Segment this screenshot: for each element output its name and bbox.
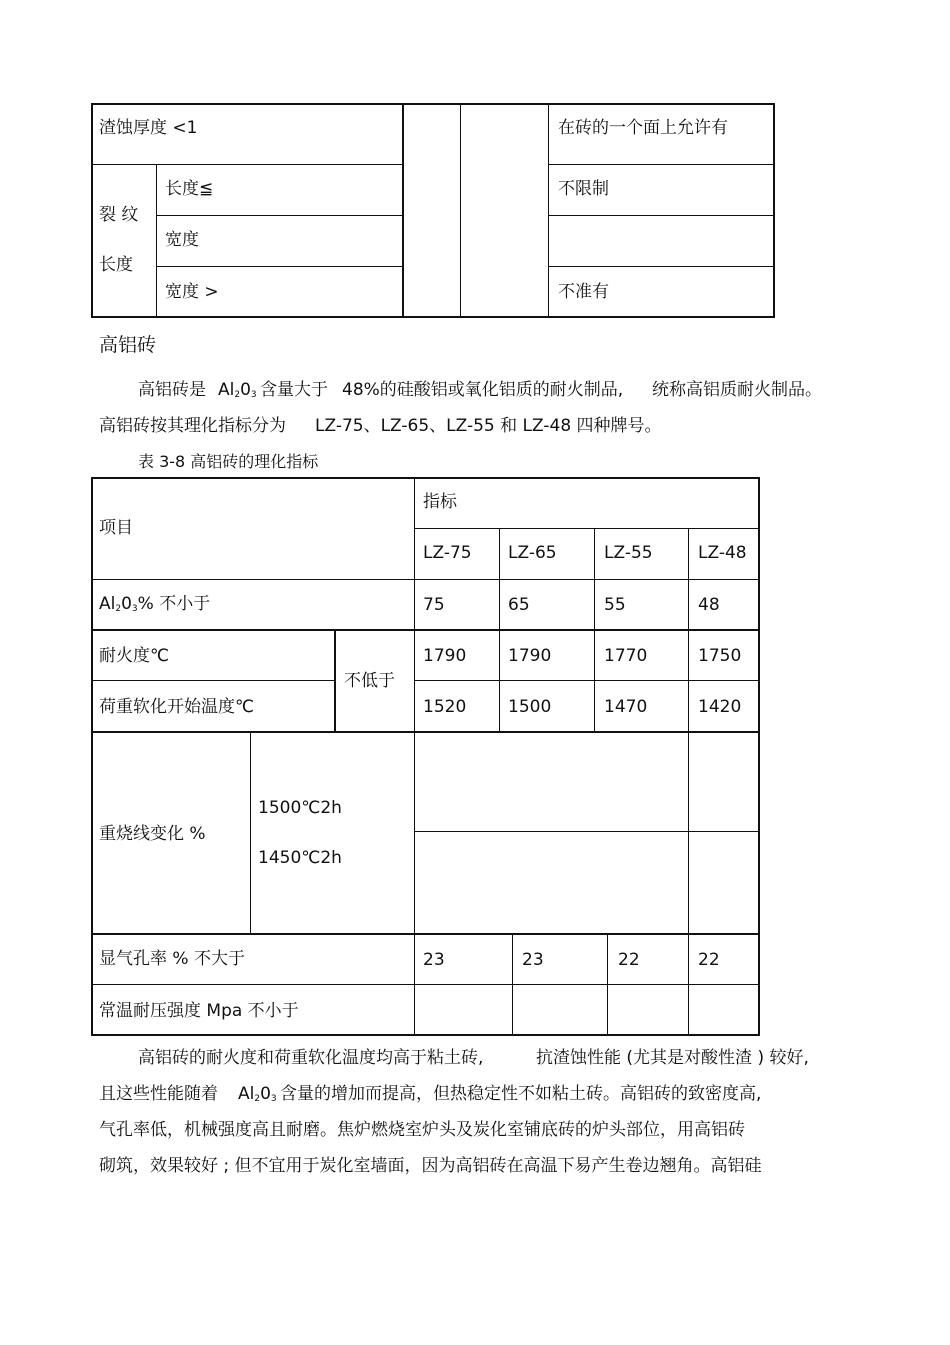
al2o3-value-2: 55	[604, 595, 626, 615]
al2o3-suffix: % 不小于	[137, 594, 211, 614]
refractoriness-value-3: 1750	[698, 646, 742, 666]
table-caption: 表 3-8 高铝砖的理化指标	[138, 452, 319, 471]
formula-sub2: 3	[250, 390, 257, 400]
al2o3-label	[99, 594, 210, 619]
refractoriness-label: 耐火度℃	[99, 646, 170, 666]
load-softening-label: 荷重软化开始温度℃	[99, 697, 255, 717]
porosity-value-0: 23	[423, 950, 445, 970]
intro-line1-a: 高铝砖是	[138, 380, 206, 400]
formula2-sub2: 3	[270, 1094, 277, 1104]
section-heading: 高铝砖	[99, 334, 157, 356]
grade-header-3: LZ-48	[698, 543, 747, 563]
strength-label: 常温耐压强度 Mpa 不小于	[99, 1001, 299, 1021]
porosity-value-1: 23	[522, 950, 544, 970]
refractoriness-value-1: 1790	[508, 646, 552, 666]
index-header: 指标	[423, 492, 457, 512]
body-line2-a: 且这些性能随着	[99, 1084, 218, 1104]
length-le-label: 长度≦	[165, 179, 214, 199]
grade-header-1: LZ-65	[508, 543, 557, 563]
formula2-o: 0	[260, 1084, 271, 1104]
reheat-label: 重烧线变化 %	[99, 824, 206, 844]
body-line1-a: 高铝砖的耐火度和荷重软化温度均高于粘土砖,	[138, 1048, 484, 1068]
reheat-condition-2: 1450℃2h	[258, 848, 342, 868]
al2o3-value-3: 48	[698, 595, 720, 615]
intro-line1-d: 含量大于	[260, 380, 328, 400]
slag-note: 在砖的一个面上允许有	[558, 118, 728, 138]
not-allowed-value: 不准有	[558, 282, 609, 302]
grade-header-0: LZ-75	[423, 543, 472, 563]
body-line3: 气孔率低，机械强度高且耐磨。焦炉燃烧室炉头及炭化室铺底砖的炉头部位，用高铝砖	[99, 1120, 745, 1140]
load-value-3: 1420	[698, 697, 742, 717]
grade-header-2: LZ-55	[604, 543, 653, 563]
body-line1-b: 抗渣蚀性能 (尤其是对酸性渣 ) 较好,	[536, 1048, 809, 1068]
refractoriness-value-0: 1790	[423, 646, 467, 666]
unlimited-value: 不限制	[558, 179, 609, 199]
crack-label-2: 长度	[99, 255, 133, 275]
intro-line2-a: 高铝砖按其理化指标分为	[99, 416, 286, 436]
formula2-al: Al	[238, 1084, 255, 1104]
al2o3-o: 0	[121, 594, 132, 614]
intro-line1-f: 统称高铝质耐火制品。	[652, 380, 822, 400]
formula2-sub: 2	[254, 1094, 261, 1104]
item-header: 项目	[99, 518, 133, 538]
load-value-0: 1520	[423, 697, 467, 717]
intro-line1-formula	[218, 380, 257, 405]
intro-line2-b: LZ-75、LZ-65、LZ-55 和 LZ-48 四种牌号。	[315, 416, 662, 436]
crack-label-1: 裂 纹	[99, 205, 139, 225]
intro-line1-e: 48%的硅酸铝或氧化铝质的耐火制品,	[342, 380, 624, 400]
load-value-1: 1500	[508, 697, 552, 717]
slag-thickness-label: 渣蚀厚度 <1	[99, 118, 198, 138]
load-value-2: 1470	[604, 697, 648, 717]
formula-al: Al	[218, 380, 235, 400]
al2o3-al: Al	[99, 594, 116, 614]
al2o3-sub2: 3	[131, 604, 138, 614]
width-gt-label: 宽度 >	[165, 282, 219, 302]
body-line2-d: 含量的增加而提高，但热稳定性不如粘土砖。高铝砖的致密度高,	[280, 1084, 762, 1104]
formula-o: 0	[240, 380, 251, 400]
not-lower-label: 不低于	[344, 671, 395, 691]
al2o3-value-1: 65	[508, 595, 530, 615]
al2o3-sub: 2	[115, 604, 122, 614]
porosity-value-2: 22	[618, 950, 640, 970]
reheat-condition-1: 1500℃2h	[258, 798, 342, 818]
refractoriness-value-2: 1770	[604, 646, 648, 666]
body-line4: 砌筑，效果较好 ; 但不宜用于炭化室墙面，因为高铝砖在高温下易产生卷边翘角。高铝硅	[99, 1156, 762, 1176]
al2o3-value-0: 75	[423, 595, 445, 615]
porosity-label: 显气孔率 % 不大于	[99, 949, 245, 969]
body-line2-formula	[238, 1084, 277, 1109]
porosity-value-3: 22	[698, 950, 720, 970]
formula-sub: 2	[234, 390, 241, 400]
width-label: 宽度	[165, 230, 199, 250]
